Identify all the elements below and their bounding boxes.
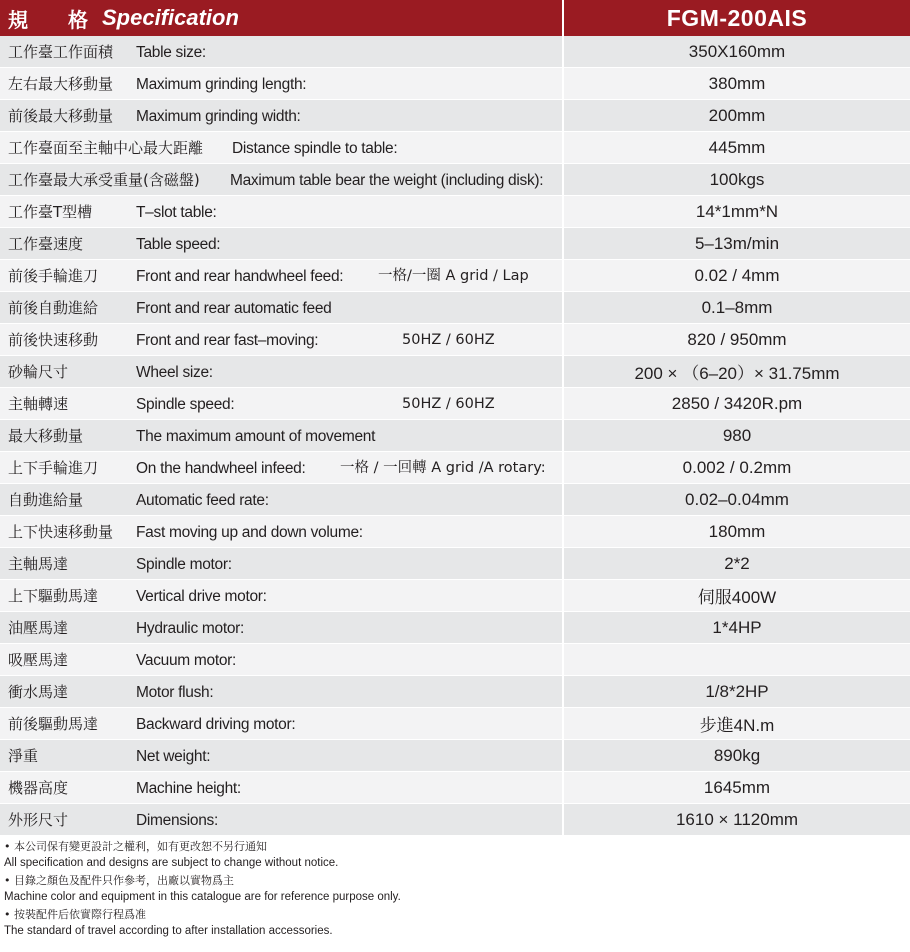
spec-label-cell bbox=[0, 420, 564, 451]
spec-label-cn: 油壓馬達 bbox=[8, 619, 69, 637]
spec-label-en: Maximum grinding length: bbox=[136, 76, 307, 93]
spec-label-cn: 前後最大移動量 bbox=[8, 107, 114, 125]
header-title bbox=[0, 0, 564, 36]
spec-row bbox=[0, 740, 910, 772]
spec-label-cn: 前後驅動馬達 bbox=[8, 715, 99, 733]
spec-label-cn: 自動進給量 bbox=[8, 491, 84, 509]
spec-row bbox=[0, 612, 910, 644]
spec-label-cell bbox=[0, 324, 564, 355]
spec-label-en: Vertical drive motor: bbox=[136, 588, 267, 605]
footnote-cn: • 按裝配件后依實際行程爲准 bbox=[4, 908, 146, 921]
spec-label-cn: 最大移動量 bbox=[8, 427, 84, 445]
spec-label-cn: 主軸馬達 bbox=[8, 555, 69, 573]
spec-label-cell bbox=[0, 772, 564, 803]
spec-label-en: Table size: bbox=[136, 44, 206, 61]
spec-label-cn: 淨重 bbox=[8, 747, 39, 765]
spec-label-cn: 工作臺T型槽 bbox=[8, 203, 93, 221]
spec-label-cell bbox=[0, 356, 564, 387]
spec-row bbox=[0, 228, 910, 260]
footnote-en: The standard of travel according to after installation accessories. bbox=[4, 925, 333, 937]
spec-label-cell bbox=[0, 452, 564, 483]
spec-rows bbox=[0, 36, 910, 836]
spec-label-cell bbox=[0, 644, 564, 675]
footnote-en: Machine color and equipment in this catalogue are for reference purpose only. bbox=[4, 891, 401, 903]
spec-label-cell bbox=[0, 292, 564, 323]
spec-label-cn: 上下快速移動量 bbox=[8, 523, 114, 541]
spec-label-en: Backward driving motor: bbox=[136, 716, 296, 733]
spec-label-cell bbox=[0, 708, 564, 739]
spec-label-cn: 吸壓馬達 bbox=[8, 651, 69, 669]
spec-value: 1*4HP bbox=[712, 617, 762, 637]
spec-row bbox=[0, 132, 910, 164]
spec-value: 1/8*2HP bbox=[705, 681, 769, 701]
spec-value bbox=[564, 644, 910, 675]
spec-label-cell bbox=[0, 260, 564, 291]
spec-value: 5–13m/min bbox=[694, 233, 780, 253]
spec-label-en: Maximum grinding width: bbox=[136, 108, 301, 125]
spec-row bbox=[0, 644, 910, 676]
spec-label-en: Table speed: bbox=[136, 236, 221, 253]
spec-row bbox=[0, 388, 910, 420]
spec-row bbox=[0, 676, 910, 708]
spec-row bbox=[0, 324, 910, 356]
spec-label-cn: 前後自動進給 bbox=[8, 299, 99, 317]
spec-label-extra: 一格 / 一回轉 A grid /A rotary: bbox=[340, 460, 546, 476]
spec-label-en: Maximum table bear the weight (including disk): bbox=[230, 172, 544, 189]
spec-value: 2850 / 3420R.pm bbox=[671, 393, 803, 413]
spec-label-cn: 主軸轉速 bbox=[8, 395, 69, 413]
spec-label-extra: 一格/一圈 A grid / Lap bbox=[378, 268, 529, 284]
spec-value: 980 bbox=[722, 425, 752, 445]
footnote-cn: • 本公司保有變更設計之權利，如有更改恕不另行通知 bbox=[4, 840, 267, 853]
footnote-cn: • 目錄之顏色及配件只作參考，出廠以實物爲主 bbox=[4, 874, 234, 887]
spec-label-cn: 衝水馬達 bbox=[8, 683, 69, 701]
spec-label-extra: 50HZ / 60HZ bbox=[402, 396, 495, 412]
footnotes bbox=[4, 838, 401, 940]
spec-label-cell bbox=[0, 484, 564, 515]
spec-row bbox=[0, 804, 910, 836]
spec-label-cell bbox=[0, 612, 564, 643]
spec-label-cell bbox=[0, 228, 564, 259]
spec-label-en: On the handwheel infeed: bbox=[136, 460, 306, 477]
spec-label-cn: 上下手輪進刀 bbox=[8, 459, 99, 477]
spec-value: 0.02 / 4mm bbox=[694, 265, 780, 285]
spec-label-en: T–slot table: bbox=[136, 204, 217, 221]
spec-label-cell bbox=[0, 516, 564, 547]
spec-value: 0.1–8mm bbox=[701, 297, 773, 317]
spec-value: 2*2 bbox=[724, 553, 750, 573]
spec-row bbox=[0, 708, 910, 740]
spec-label-en: Front and rear automatic feed bbox=[136, 300, 332, 317]
spec-label-en: Vacuum motor: bbox=[136, 652, 237, 669]
spec-label-en: Spindle speed: bbox=[136, 396, 235, 413]
spec-row bbox=[0, 36, 910, 68]
spec-label-cell bbox=[0, 196, 564, 227]
footnote-en: All specification and designs are subject to change without notice. bbox=[4, 857, 339, 869]
spec-row bbox=[0, 484, 910, 516]
spec-row bbox=[0, 196, 910, 228]
spec-label-en: Net weight: bbox=[136, 748, 211, 765]
spec-label-cell bbox=[0, 164, 564, 195]
spec-label-cell bbox=[0, 132, 564, 163]
spec-value: 100kgs bbox=[709, 169, 765, 189]
spec-value: 445mm bbox=[708, 137, 766, 157]
spec-label-cell bbox=[0, 68, 564, 99]
spec-value: 180mm bbox=[708, 521, 766, 541]
spec-label-cell bbox=[0, 580, 564, 611]
spec-header bbox=[0, 0, 910, 36]
spec-row bbox=[0, 68, 910, 100]
header-title-en: Specification bbox=[102, 5, 239, 30]
spec-label-en: Fast moving up and down volume: bbox=[136, 524, 363, 541]
spec-value: 820 / 950mm bbox=[687, 329, 787, 349]
spec-value: 0.02–0.04mm bbox=[685, 489, 789, 509]
spec-row bbox=[0, 420, 910, 452]
spec-label-cn: 機器高度 bbox=[8, 779, 69, 797]
spec-label-cn: 工作臺面至主軸中心最大距離 bbox=[8, 139, 204, 157]
header-title-cn: 規 格 bbox=[8, 7, 98, 32]
spec-row bbox=[0, 292, 910, 324]
spec-value: 380mm bbox=[708, 73, 766, 93]
spec-value: 350X160mm bbox=[688, 41, 786, 61]
spec-label-en: Wheel size: bbox=[136, 364, 213, 381]
spec-label-cell bbox=[0, 804, 564, 835]
spec-value: 200mm bbox=[708, 105, 766, 125]
spec-value: 1645mm bbox=[703, 777, 771, 797]
spec-value: 0.002 / 0.2mm bbox=[682, 457, 792, 477]
spec-row bbox=[0, 516, 910, 548]
spec-row bbox=[0, 356, 910, 388]
spec-label-en: Front and rear fast–moving: bbox=[136, 332, 319, 349]
spec-label-en: Automatic feed rate: bbox=[136, 492, 269, 509]
spec-label-cn: 前後快速移動 bbox=[8, 331, 99, 349]
spec-row bbox=[0, 100, 910, 132]
spec-label-en: Front and rear handwheel feed: bbox=[136, 268, 344, 285]
spec-row bbox=[0, 260, 910, 292]
spec-row bbox=[0, 548, 910, 580]
spec-value: 步進4N.m bbox=[699, 716, 775, 735]
spec-label-cn: 外形尺寸 bbox=[8, 811, 69, 829]
spec-value: 200 × （6–20）× 31.75mm bbox=[634, 364, 840, 383]
spec-label-cn: 砂輪尺寸 bbox=[8, 363, 69, 381]
spec-label-cn: 工作臺速度 bbox=[8, 235, 84, 253]
spec-label-cell bbox=[0, 36, 564, 67]
spec-label-cn: 工作臺工作面積 bbox=[8, 43, 114, 61]
spec-label-en: The maximum amount of movement bbox=[136, 428, 376, 445]
spec-label-en: Hydraulic motor: bbox=[136, 620, 245, 637]
spec-label-cell bbox=[0, 676, 564, 707]
spec-row bbox=[0, 580, 910, 612]
spec-label-extra: 50HZ / 60HZ bbox=[402, 332, 495, 348]
spec-label-en: Motor flush: bbox=[136, 684, 214, 701]
model-name: FGM-200AIS bbox=[666, 4, 808, 31]
spec-label-cn: 前後手輪進刀 bbox=[8, 267, 99, 285]
spec-label-en: Machine height: bbox=[136, 780, 241, 797]
spec-row bbox=[0, 452, 910, 484]
spec-value: 890kg bbox=[713, 745, 761, 765]
spec-value: 14*1mm*N bbox=[695, 201, 779, 221]
spec-label-cell bbox=[0, 388, 564, 419]
spec-label-cell bbox=[0, 740, 564, 771]
spec-row bbox=[0, 772, 910, 804]
spec-label-cn: 工作臺最大承受重量(含磁盤) bbox=[8, 171, 200, 189]
spec-label-cn: 上下驅動馬達 bbox=[8, 587, 99, 605]
spec-value: 伺服400W bbox=[697, 588, 777, 607]
spec-label-en: Dimensions: bbox=[136, 812, 218, 829]
spec-label-en: Spindle motor: bbox=[136, 556, 232, 573]
spec-label-cn: 左右最大移動量 bbox=[8, 75, 114, 93]
spec-label-cell bbox=[0, 100, 564, 131]
spec-row bbox=[0, 164, 910, 196]
spec-label-en: Distance spindle to table: bbox=[232, 140, 398, 157]
spec-label-cell bbox=[0, 548, 564, 579]
spec-value: 1610 × 1120mm bbox=[675, 809, 799, 829]
